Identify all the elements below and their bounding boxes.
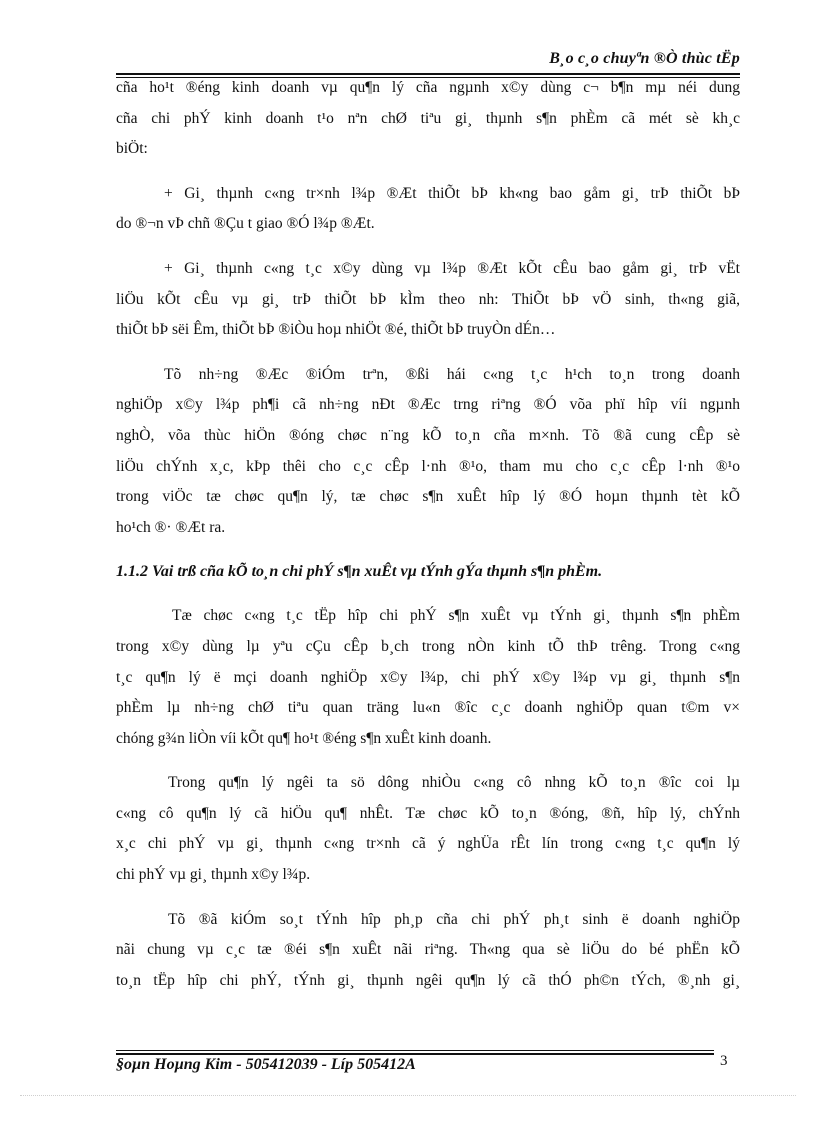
page-number: 3 <box>720 1053 728 1069</box>
page-bottom-divider <box>20 1095 796 1096</box>
text-line: chóng g¾n liÒn víi kÕt qu¶ ho¹t ®éng s¶n xuÊt kinh doanh. <box>116 729 492 747</box>
text-line: Trong qu¶n lý ngêi ta sö dông nhiÒu c«ng cô nhng kÕ to¸n ®îc coi lµ <box>168 774 740 792</box>
text-line: cña ho¹t ®éng kinh doanh vµ qu¶n lý cña ngµnh x©y dùng c¬ b¶n mµ néi dung <box>116 79 740 96</box>
text-line: liÖu kÕt cÊu vµ gi¸ trÞ thiÕt bÞ kÌm theo nh: ThiÕt bÞ vÖ sinh, th«ng giã, <box>116 290 740 308</box>
paragraph-6 <box>116 768 740 890</box>
paragraph-5 <box>116 601 740 754</box>
text-line: trong viÖc tæ chøc qu¶n lý, tæ chøc s¶n xuÊt hîp lý ®Ó hoµn thµnh tèt kÕ <box>116 488 740 506</box>
text-line: chi phÝ vµ gi¸ thµnh x©y l¾p. <box>116 866 311 884</box>
report-header: B¸o c¸o chuyªn ®Ò thùc tËp <box>549 50 740 67</box>
paragraph-2 <box>116 179 740 240</box>
text-line: do ®¬n vÞ chñ ®Çu t giao ®Ó l¾p ®Æt. <box>116 215 375 233</box>
text-line: biÖt: <box>116 140 148 158</box>
text-line: c«ng cô qu¶n lý cã hiÖu qu¶ nhÊt. Tæ chøc kÕ to¸n ®óng, ®ñ, hîp lý, chÝnh <box>116 804 740 822</box>
text-line: liÖu chÝnh x¸c, kÞp thêi cho c¸c cÊp l·nh ®¹o, tham mu cho c¸c cÊp l·nh ®¹o <box>116 457 740 475</box>
text-line: + Gi¸ thµnh c«ng tr×nh l¾p ®Æt thiÕt bÞ kh«ng bao gåm gi¸ trÞ thiÕt bÞ <box>164 184 740 202</box>
text-line: to¸n tËp hîp chi phÝ, tÝnh gi¸ thµnh ngêi qu¶n lý cã thÓ ph©n tÝch, ®¸nh gi¸ <box>116 971 740 989</box>
text-line: Tõ nh÷ng ®Æc ®iÓm trªn, ®ßi hái c«ng t¸c h¹ch to¸n trong doanh <box>164 365 740 383</box>
text-line: ho¹ch ®· ®Æt ra. <box>116 518 226 536</box>
paragraph-1 <box>116 73 740 165</box>
text-line: thiÕt bÞ sëi Êm, thiÕt bÞ ®iÒu hoµ nhiÖt ®é, thiÕt bÞ truyÒn dÉn… <box>116 321 556 339</box>
text-line: cña chi phÝ kinh doanh t¹o nªn chØ tiªu gi¸ thµnh s¶n phÈm cã mét sè kh¸c <box>116 109 740 127</box>
text-line: phÈm lµ nh÷ng chØ tiªu quan träng lu«n ®îc c¸c doanh nghiÖp quan t©m v× <box>116 699 740 717</box>
text-line: trong x©y dùng lµ yªu cÇu cÊp b¸ch trong nÒn kinh tÕ thÞ trêng. Trong c«ng <box>116 637 740 655</box>
document-body <box>116 73 740 996</box>
text-line: nghiÖp x©y l¾p ph¶i cã nh÷ng nÐt ®Æc trng riªng ®Ó võa phï hîp víi ngµnh <box>116 396 740 414</box>
text-line: + Gi¸ thµnh c«ng t¸c x©y dùng vµ l¾p ®Æt kÕt cÊu bao gåm gi¸ trÞ vËt <box>164 259 740 277</box>
paragraph-3 <box>116 254 740 346</box>
text-line: Tõ ®ã kiÓm so¸t tÝnh hîp ph¸p cña chi phÝ ph¸t sinh ë doanh nghiÖp <box>168 910 740 928</box>
text-line: nghÒ, võa thùc hiÖn ®óng chøc n¨ng kÕ to¸n cña m×nh. Tõ ®ã cung cÊp sè <box>116 426 740 444</box>
text-line: Tæ chøc c«ng t¸c tËp hîp chi phÝ s¶n xuÊt vµ tÝnh gi¸ thµnh s¶n phÈm <box>172 607 740 625</box>
section-heading: 1.1.2 Vai trß cña kÕ to¸n chi phÝ s¶n xuÊt vµ tÝnh gÝa thµnh s¶n phÈm. <box>116 563 603 581</box>
paragraph-4 <box>116 360 740 544</box>
text-line: nãi chung vµ c¸c tæ ®éi s¶n xuÊt nãi riªng. Th«ng qua sè liÖu do bé phËn kÕ <box>116 941 740 959</box>
footer-rule-thin <box>116 1050 714 1051</box>
footer-rule-thick <box>116 1053 714 1055</box>
text-line: x¸c chi phÝ vµ gi¸ thµnh c«ng tr×nh cã ý nghÜa rÊt lín trong c«ng t¸c qu¶n lý <box>116 835 740 853</box>
paragraph-7 <box>116 905 740 997</box>
text-line: t¸c qu¶n lý ë mçi doanh nghiÖp x©y l¾p, chi phÝ x©y l¾p vµ gi¸ thµnh s¶n <box>116 668 740 686</box>
footer-author: §oµn Hoµng Kim - 505412039 - Líp 505412A <box>116 1056 416 1073</box>
